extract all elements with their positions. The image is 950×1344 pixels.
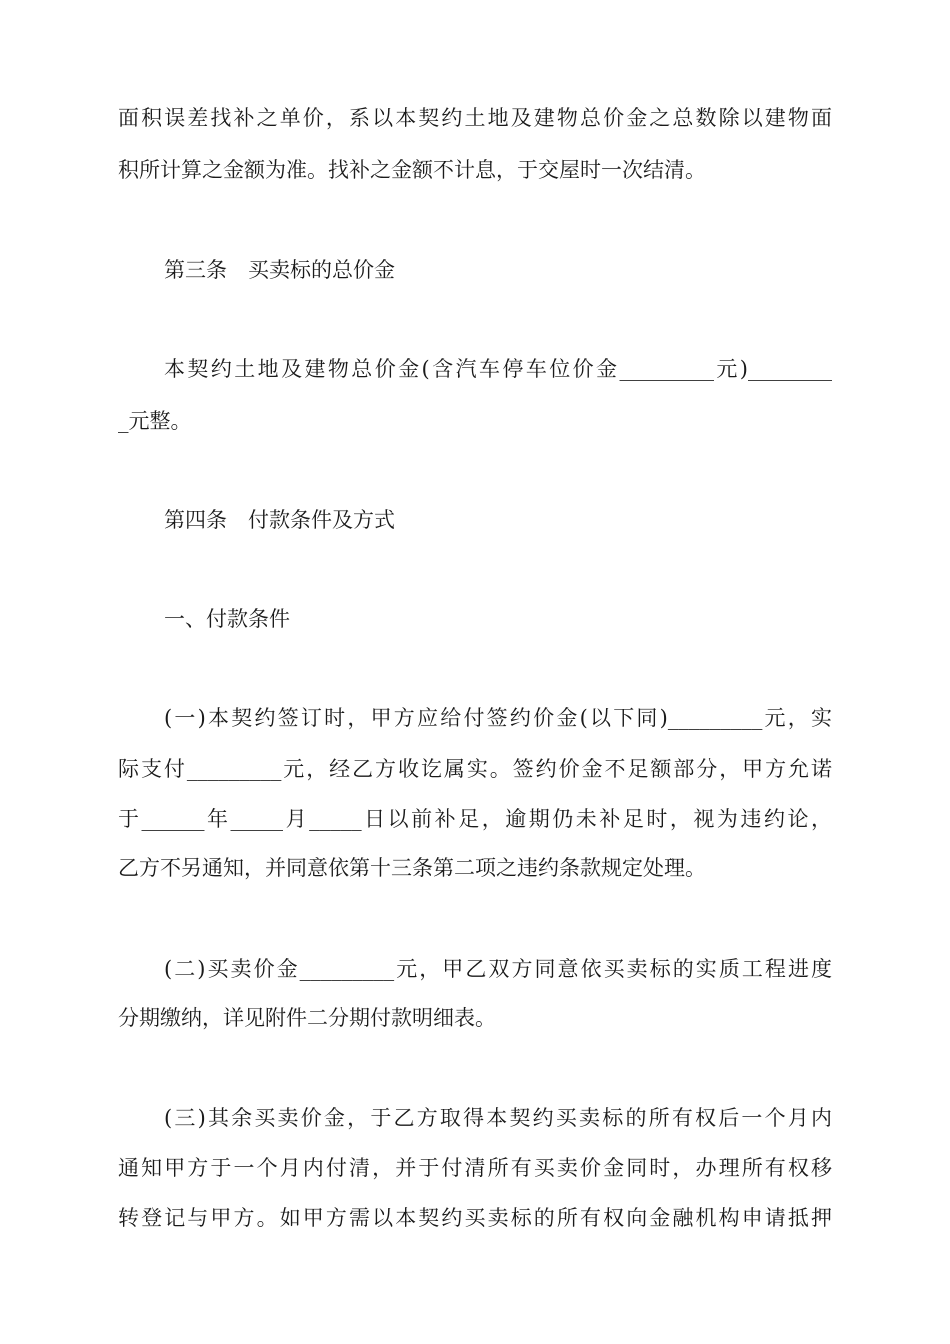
clause-2-line-2: 分期缴纳，详见附件二分期付款明细表。 xyxy=(118,1006,496,1030)
clause-3-line-3: 转登记与甲方。如甲方需以本契约买卖标的所有权向金融机构申请抵押 xyxy=(118,1206,832,1230)
clause-3-line-1: (三)其余买卖价金，于乙方取得本契约买卖标的所有权后一个月内 xyxy=(164,1106,832,1130)
clause-1-line-3: 于______年_____月_____日以前补足，逾期仍未补足时，视为违约论， xyxy=(118,807,832,831)
article-3-heading: 第三条 买卖标的总价金 xyxy=(164,258,395,282)
clause-1-line-1: (一)本契约签订时，甲方应给付签约价金(以下同)_________元，实 xyxy=(164,706,832,730)
clause-3-line-2: 通知甲方于一个月内付清，并于付清所有买卖价金同时，办理所有权移 xyxy=(118,1156,832,1180)
body-line-1: 面积误差找补之单价，系以本契约土地及建物总价金之总数除以建物面 xyxy=(118,106,832,130)
payment-conditions-heading: 一、付款条件 xyxy=(164,607,290,631)
clause-1-line-2: 际支付_________元，经乙方收讫属实。签约价金不足额部分，甲方允诺 xyxy=(118,757,832,781)
clause-1-line-4: 乙方不另通知，并同意依第十三条第二项之违约条款规定处理。 xyxy=(118,856,706,880)
body-line-2: 积所计算之金额为准。找补之金额不计息，于交屋时一次结清。 xyxy=(118,158,706,182)
article-4-heading: 第四条 付款条件及方式 xyxy=(164,508,395,532)
article-3-line-1: 本契约土地及建物总价金(含汽车停车位价金_________元)________ xyxy=(164,357,832,381)
article-3-line-2: _元整。 xyxy=(118,409,192,433)
clause-2-line-1: (二)买卖价金_________元，甲乙双方同意依买卖标的实质工程进度 xyxy=(164,957,832,981)
